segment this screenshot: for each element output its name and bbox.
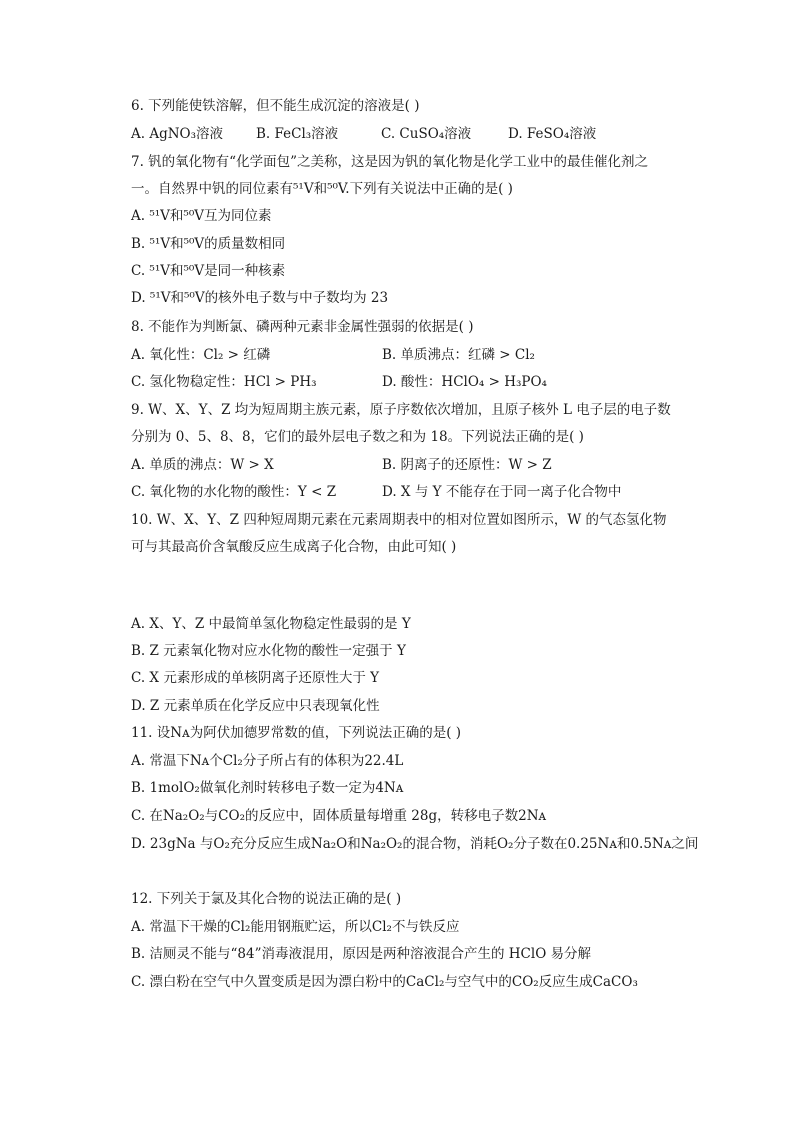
- q9-option-a[interactable]: A. 单质的沸点：W > X: [131, 457, 274, 473]
- q9-option-d[interactable]: D. X 与 Y 不能存在于同一离子化合物中: [382, 484, 622, 500]
- q8-option-c[interactable]: C. 氢化物稳定性：HCl > PH₃: [131, 374, 317, 390]
- q11-option-d[interactable]: D. 23gNa 与O₂充分反应生成Na₂O和Na₂O₂的混合物，消耗O₂分子数在0.25Nᴀ和0.5Nᴀ之间: [131, 836, 699, 852]
- q7-option-b[interactable]: B. ⁵¹V和⁵⁰V的质量数相同: [131, 236, 286, 252]
- q8-option-a[interactable]: A. 氧化性：Cl₂ > 红磷: [131, 347, 271, 363]
- q12-option-a[interactable]: A. 常温下干燥的Cl₂能用钢瓶贮运，所以Cl₂不与铁反应: [131, 919, 460, 935]
- q7-option-d[interactable]: D. ⁵¹V和⁵⁰V的核外电子数与中子数均为 23: [131, 290, 389, 306]
- q8-option-d[interactable]: D. 酸性：HClO₄ > H₃PO₄: [382, 374, 547, 390]
- q7-stem-line2: 一。自然界中钒的同位素有⁵¹V和⁵⁰V.下列有关说法中正确的是( ): [131, 181, 513, 197]
- q9-option-b[interactable]: B. 阴离子的还原性：W > Z: [382, 457, 552, 473]
- q8-stem: 8. 不能作为判断氯、磷两种元素非金属性强弱的依据是( ): [131, 319, 474, 335]
- q6-stem: 6. 下列能使铁溶解，但不能生成沉淀的溶液是( ): [131, 98, 420, 114]
- q9-stem-line2: 分别为 0、5、8、8，它们的最外层电子数之和为 18。下列说法正确的是( ): [131, 429, 584, 445]
- q6-option-d[interactable]: D. FeSO₄溶液: [508, 126, 597, 142]
- q6-option-b[interactable]: B. FeCl₃溶液: [256, 126, 339, 142]
- q7-option-c[interactable]: C. ⁵¹V和⁵⁰V是同一种核素: [131, 263, 286, 279]
- q10-option-c[interactable]: C. X 元素形成的单核阴离子还原性大于 Y: [131, 670, 380, 686]
- q11-option-c[interactable]: C. 在Na₂O₂与CO₂的反应中，固体质量每增重 28g，转移电子数2Nᴀ: [131, 808, 547, 824]
- q10-option-b[interactable]: B. Z 元素氧化物对应水化物的酸性一定强于 Y: [131, 643, 406, 659]
- q12-option-c[interactable]: C. 漂白粉在空气中久置变质是因为漂白粉中的CaCl₂与空气中的CO₂反应生成CaCO₃: [131, 974, 638, 990]
- q10-stem-line2: 可与其最高价含氧酸反应生成离子化合物，由此可知( ): [131, 539, 457, 555]
- q11-option-a[interactable]: A. 常温下Nᴀ个Cl₂分子所占有的体积为22.4L: [131, 753, 404, 769]
- q10-option-a[interactable]: A. X、Y、Z 中最简单氢化物稳定性最弱的是 Y: [131, 616, 411, 632]
- q9-option-c[interactable]: C. 氧化物的水化物的酸性：Y < Z: [131, 484, 337, 500]
- q12-stem: 12. 下列关于氯及其化合物的说法正确的是( ): [131, 891, 402, 907]
- q9-stem-line1: 9. W、X、Y、Z 均为短周期主族元素，原子序数依次增加，且原子核外 L 电子层的电子数: [131, 402, 671, 418]
- q7-option-a[interactable]: A. ⁵¹V和⁵⁰V互为同位素: [131, 208, 272, 224]
- q8-option-b[interactable]: B. 单质沸点：红磷 > Cl₂: [382, 347, 535, 363]
- q10-option-d[interactable]: D. Z 元素单质在化学反应中只表现氧化性: [131, 698, 380, 714]
- q11-stem: 11. 设Nᴀ为阿伏加德罗常数的值，下列说法正确的是( ): [131, 725, 462, 741]
- q6-option-a[interactable]: A. AgNO₃溶液: [131, 126, 224, 142]
- q10-stem-line1: 10. W、X、Y、Z 四种短周期元素在元素周期表中的相对位置如图所示，W 的气态氢化物: [131, 512, 667, 528]
- q11-option-b[interactable]: B. 1molO₂做氧化剂时转移电子数一定为4Nᴀ: [131, 780, 404, 796]
- q12-option-b[interactable]: B. 洁厕灵不能与“84”消毒液混用，原因是两种溶液混合产生的 HClO 易分解: [131, 946, 592, 962]
- q7-stem-line1: 7. 钒的氧化物有“化学面包”之美称，这是因为钒的氧化物是化学工业中的最佳催化剂之: [131, 154, 648, 170]
- q6-option-c[interactable]: C. CuSO₄溶液: [381, 126, 472, 142]
